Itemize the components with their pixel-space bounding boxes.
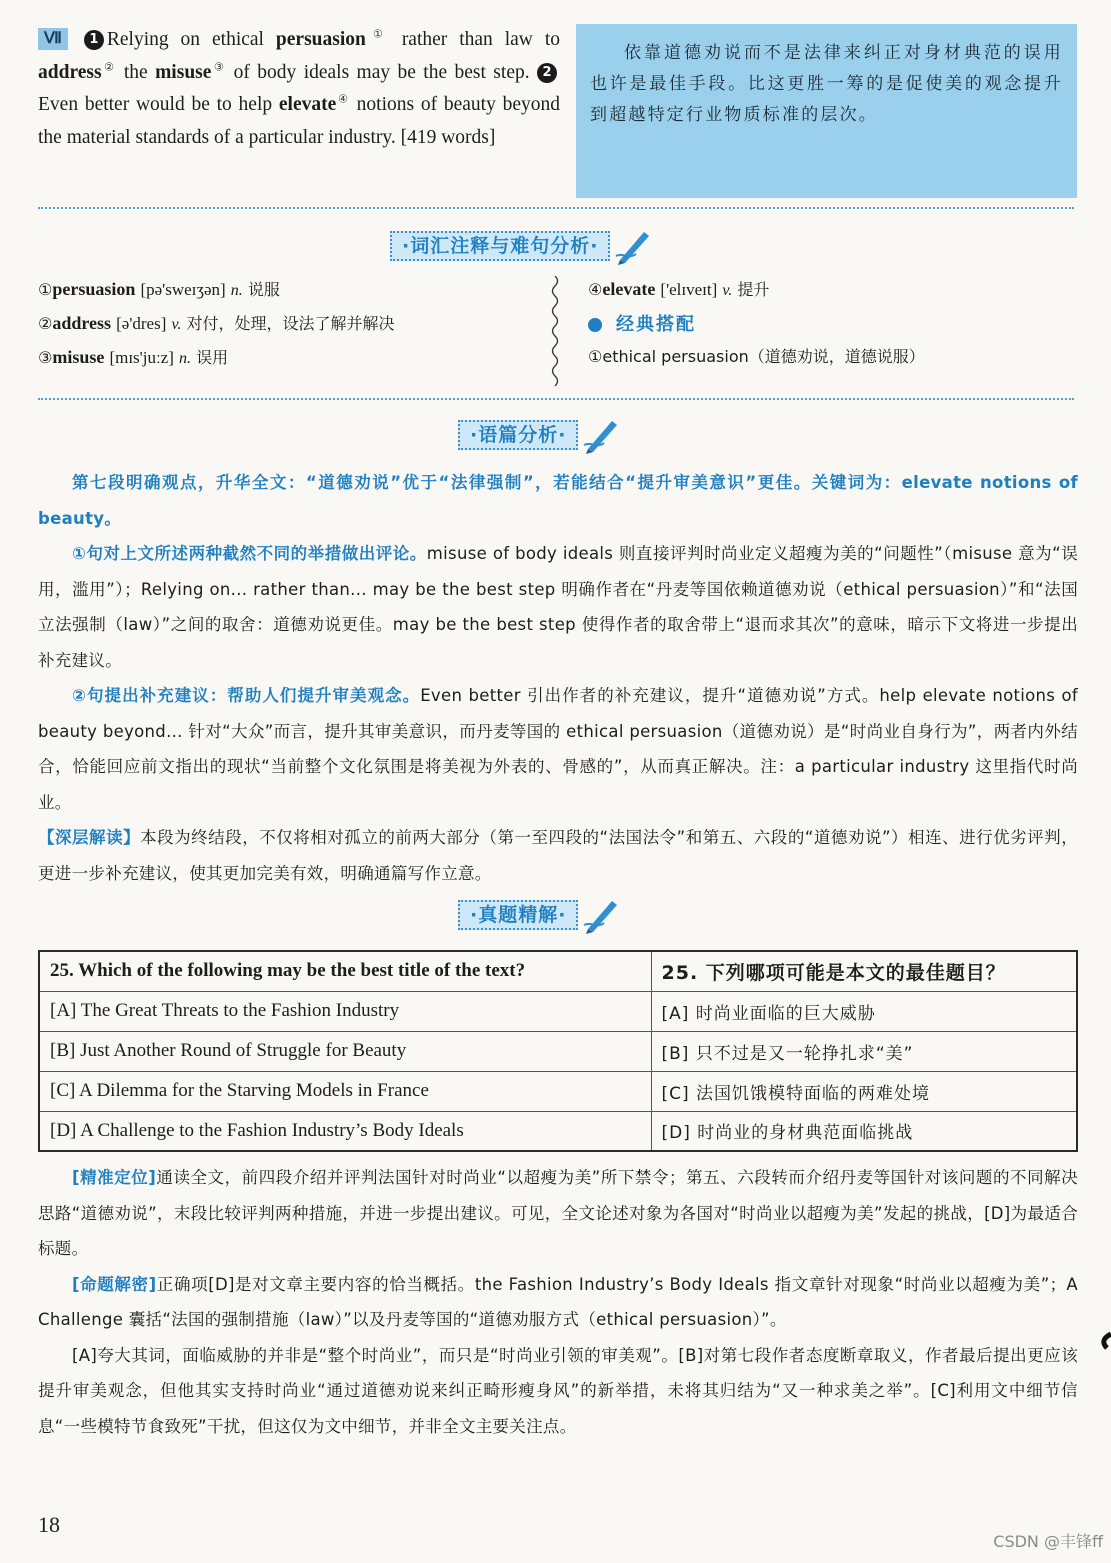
bullet-dot-icon: [588, 318, 602, 332]
note-ref-3: ③: [211, 61, 227, 73]
paragraph-number: Ⅶ: [38, 28, 68, 50]
option-b-zh: [B] 只不过是又一轮挣扎求“美”: [651, 1031, 1077, 1071]
vocab-item-persuasion: ①persuasion [pə'sweɪʒən] n. 说服: [38, 279, 280, 299]
section-head-discourse: [458, 420, 622, 450]
question-zh: 25. 下列哪项可能是本文的最佳题目？: [651, 951, 1077, 991]
pen-icon: [582, 895, 622, 935]
option-d-en: [D] A Challenge to the Fashion Industry’s Body Ideals: [39, 1111, 651, 1151]
option-c-en: [C] A Dilemma for the Starving Models in France: [39, 1071, 651, 1111]
deep-reading: 【深层解读】本段为终结段，不仅将相对孤立的前两大部分（第一至四段的“法国法令”和第五、六段的“道德劝说”）相连、进行优劣评判，更进一步补充建议，使其更加完美有效，明确通篇写作立意。: [38, 828, 1078, 883]
keyword-elevate: elevate: [278, 94, 337, 115]
sentence-number-2: 2: [537, 63, 557, 83]
table-row: [39, 1031, 1077, 1071]
collocation-item: ①ethical persuasion（道德劝说，道德说服）: [588, 347, 925, 366]
section-title-discourse: ·语篇分析·: [458, 420, 578, 450]
page-number: 18: [38, 1512, 60, 1537]
keyword-persuasion: persuasion: [275, 29, 366, 50]
option-a-en: [A] The Great Threats to the Fashion Industry: [39, 991, 651, 1031]
collocation-title: 经典搭配: [588, 309, 1078, 341]
squiggle-divider: [548, 276, 562, 386]
sentence-1-part-a: Relying on ethical: [106, 29, 276, 50]
option-d-zh: [D] 时尚业的身材典范面临挑战: [651, 1111, 1077, 1151]
pen-icon: [614, 226, 654, 266]
pen-icon: [582, 415, 622, 455]
question-table: [38, 950, 1078, 1152]
answer-explanation: [38, 1160, 1078, 1444]
passage-paragraph: [38, 24, 560, 154]
explain-distractors: [A]夸大其词，面临威胁的并非是“整个时尚业”，而只是“时尚业引领的审美观”。[B]对第七段作者态度断章取义，作者最后提出更应该提升审美观念，但他其实支持时尚业“通过道德劝说来纠正畸形瘦身风”的新举措，未将其归结为“又一种求美之举”。[C]利用文中细节信息“一些模特节食致死”干扰，但这仅为文中细节，并非全文主要关注点。: [38, 1345, 1078, 1436]
discourse-analysis: [38, 465, 1078, 891]
sentence-1-part-b: rather than law to: [389, 29, 560, 50]
option-a-zh: [A] 时尚业面临的巨大威胁: [651, 991, 1077, 1031]
translation-box: 依靠道德劝说而不是法律来纠正对身材典范的误用也许是最佳手段。比这更胜一筹的是促使美的观念提升到超越特定行业物质标准的层次。: [576, 24, 1077, 198]
section-title-questions: ·真题精解·: [458, 900, 578, 930]
vocab-list-right: [588, 273, 1078, 373]
table-row: [39, 1071, 1077, 1111]
note-ref-2: ②: [101, 61, 117, 73]
word-count: [419 words]: [400, 126, 496, 148]
table-row: [39, 991, 1077, 1031]
explain-decode: [命题解密]正确项[D]是对文章主要内容的恰当概括。the Fashion Industry’s Body Ideals 指文章针对现象“时尚业以超瘦为美”；A Challenge 囊括“法国的强制措施（law）”以及丹麦等国的“道德劝服方式（ethical persuasion）”。: [38, 1274, 1079, 1329]
watermark: CSDN @丰锋ff: [993, 1532, 1103, 1551]
analysis-intro: 第七段明确观点，升华全文：“道德劝说”优于“法律强制”，若能结合“提升审美意识”更佳。关键词为：elevate notions of beauty。: [38, 473, 1078, 528]
table-row: [39, 951, 1077, 991]
divider-1: [38, 207, 1074, 209]
vocab-list-left: [38, 273, 538, 375]
sentence-number-1: 1: [84, 30, 104, 50]
sentence-2-part-b: notions of beauty beyond the material standards of a particular industry.: [38, 94, 560, 148]
sentence-1-part-c: the: [116, 61, 156, 83]
vocab-item-elevate: ④elevate ['elɪveɪt] v. 提升: [588, 279, 770, 299]
note-ref-1: ①: [365, 28, 390, 41]
explain-locate: [精准定位]通读全文，前四段介绍并评判法国针对时尚业“以超瘦为美”所下禁令；第五、六段转而介绍丹麦等国针对该问题的不同解决思路“道德劝说”，末段比较评判两种措施，并进一步提出建议。可见，全文论述对象为各国对“时尚业以超瘦为美”发起的挑战，[D]为最适合标题。: [38, 1168, 1078, 1258]
section-title-vocab: ·词汇注释与难句分析·: [390, 231, 610, 261]
note-ref-4: ④: [336, 93, 350, 106]
option-b-en: [B] Just Another Round of Struggle for Beauty: [39, 1031, 651, 1071]
divider-2: [38, 398, 1074, 400]
analysis-sentence-1: ①句对上文所述两种截然不同的举措做出评论。misuse of body ideals 则直接评判时尚业定义超瘦为美的“问题性”（misuse 意为“误用，滥用”）；Relying on... rather than... may be the best step 明确作者在“丹麦等国依赖道德劝说（ethical persuasion）”和“法国立法强制（law）”之间的取舍：道德劝说更佳。may be the best step 使得作者的取舍带上“退而求其次”的意味，暗示下文将进一步提出补充建议。: [38, 544, 1078, 670]
section-head-questions: [458, 900, 622, 930]
analysis-sentence-2: ②句提出补充建议：帮助人们提升审美观念。Even better 引出作者的补充建议，提升“道德劝说”方式。help elevate notions of beauty beyond... 针对“大众”而言，提升其审美意识，而丹麦等国的 ethical persuasion（道德劝说）是“时尚业自身行为”，两者内外结合，恰能回应前文指出的现状“当前整个文化氛围是将美视为外表的、骨感的”，从而真正解决。注：a particular industry 这里指代时尚业。: [38, 686, 1078, 812]
keyword-address: address: [38, 61, 102, 83]
option-c-zh: [C] 法国饥饿模特面临的两难处境: [651, 1071, 1077, 1111]
vocab-item-misuse: ③misuse [mɪs'juːz] n. 误用: [38, 347, 229, 367]
sentence-1-part-d: of body ideals may be the best step.: [226, 61, 530, 83]
vocab-item-address: ②address [ə'dres] v. 对付，处理，设法了解并解决: [38, 313, 395, 333]
question-en: 25. Which of the following may be the best title of the text?: [39, 951, 651, 991]
sentence-2-part-a: Even better would be to help: [38, 94, 279, 115]
table-row: [39, 1111, 1077, 1151]
section-head-vocab: [390, 231, 654, 261]
page-edge-mark: [1097, 1330, 1111, 1370]
keyword-misuse: misuse: [155, 61, 212, 83]
